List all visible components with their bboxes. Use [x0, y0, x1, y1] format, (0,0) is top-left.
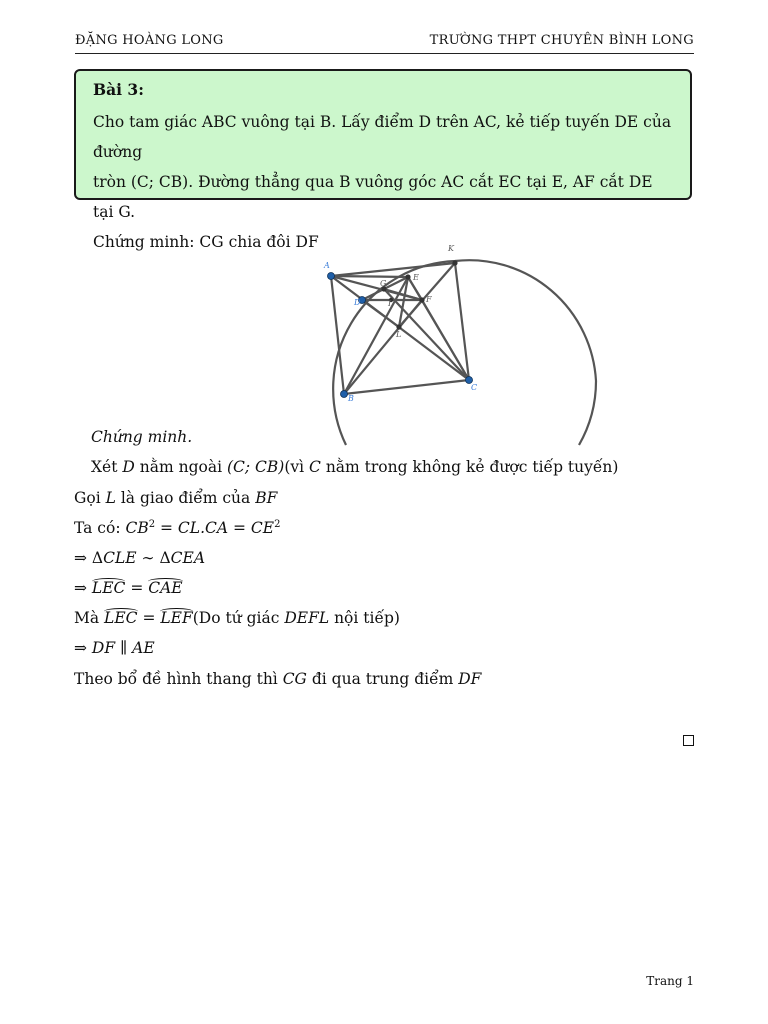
segment-AE [331, 276, 408, 277]
point-A [328, 273, 335, 280]
header-author: ĐẶNG HOÀNG LONG [75, 33, 224, 48]
label-F: F [426, 295, 432, 304]
proof-line-2: Gọi L là giao điểm của BF [74, 489, 278, 507]
problem-line-1: Cho tam giác ABC vuông tại B. Lấy điểm D trên AC, kẻ tiếp tuyến DE của đường [93, 113, 672, 161]
label-C: C [471, 383, 478, 392]
label-L: L [396, 330, 402, 339]
label-E: E [413, 273, 419, 282]
header-rule [75, 53, 694, 54]
proof-line-7: ⇒ DF ∥ AE [74, 639, 155, 657]
label-A: A [324, 261, 330, 270]
point-L [396, 324, 401, 329]
label-D: D [354, 298, 361, 307]
point-B [341, 391, 348, 398]
point-K [452, 260, 457, 265]
angle-LEC: LEC [91, 579, 126, 597]
proof-line-1: Xét D nằm ngoài (C; CB)(vì C nằm trong không kẻ được tiếp tuyến) [91, 458, 619, 476]
label-K: K [448, 244, 454, 253]
proof-line-8: Theo bổ đề hình thang thì CG đi qua trung điểm DF [74, 670, 482, 688]
label-G: G [380, 279, 387, 288]
proof-line-5: ⇒ LEC = CAE [74, 579, 183, 597]
proof-line-3: Ta có: $CB^2 = CL.CA = CE^2$ [74, 519, 281, 537]
problem-line-2: tròn (C; CB). Đường thẳng qua B vuông góc AC cắt EC tại E, AF cắt DE tại G. [93, 173, 653, 221]
problem-statement [93, 107, 674, 257]
geometry-figure [318, 240, 602, 446]
proof-heading: Chứng minh. [91, 428, 193, 446]
proof-line-6: Mà LEC = LEF(Do tứ giác DEFL nội tiếp) [74, 609, 400, 627]
problem-line-3: Chứng minh: CG chia đôi DF [93, 233, 319, 251]
angle-LEC-2: LEC [104, 609, 138, 627]
segment-BC [344, 380, 469, 394]
proof-line-4: ⇒ ΔCLE ∼ ΔCEA [74, 549, 206, 567]
label-B: B [348, 394, 354, 403]
geometry-svg [318, 240, 602, 446]
header-school: TRƯỜNG THPT CHUYÊN BÌNH LONG [429, 33, 694, 48]
qed-square-icon [683, 735, 694, 746]
point-F [419, 297, 424, 302]
angle-LEF: LEF [160, 609, 193, 627]
point-E [405, 274, 410, 279]
angle-CAE: CAE [148, 579, 183, 597]
problem-box [74, 69, 692, 251]
page-number: Trang 1 [646, 974, 694, 988]
problem-title: Bài 3: [93, 80, 144, 99]
segment-AK [331, 263, 455, 276]
segment-KC [455, 263, 469, 380]
label-I: I [388, 299, 392, 308]
